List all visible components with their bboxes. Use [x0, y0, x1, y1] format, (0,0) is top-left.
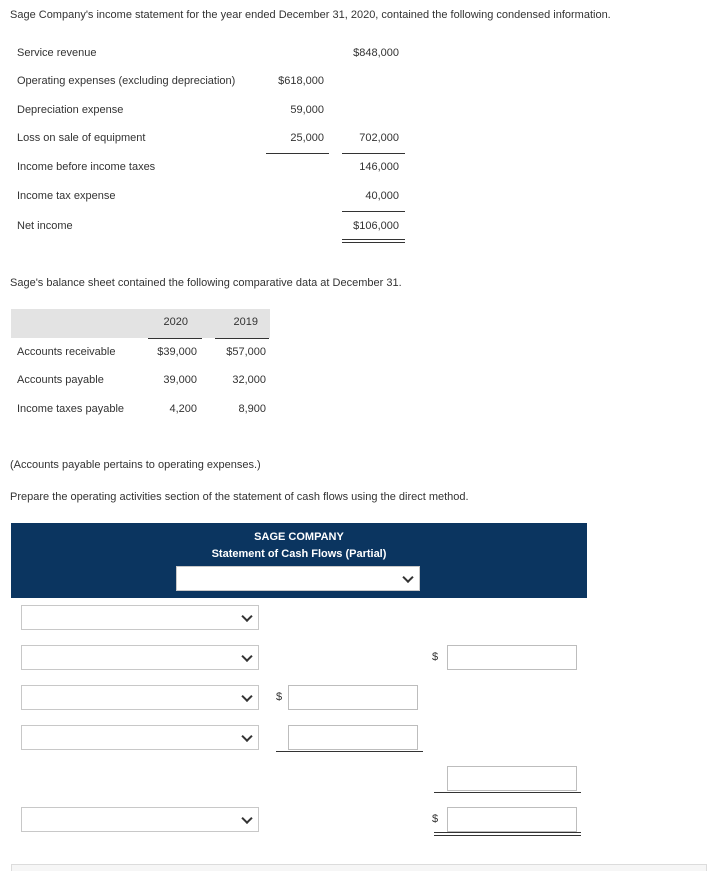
balance-header-2020: 2020	[163, 316, 188, 328]
row-select-4[interactable]	[21, 725, 259, 750]
chevron-down-icon	[241, 650, 252, 661]
balance-header-underline-2020	[148, 338, 202, 339]
is-label-loss-on-sale: Loss on sale of equipment	[17, 132, 146, 144]
bs-label-accounts-receivable: Accounts receivable	[17, 346, 116, 358]
chevron-down-icon	[241, 610, 252, 621]
is-underline-tax	[342, 211, 405, 212]
bs-ar-2020: $39,000	[157, 346, 197, 358]
is-value-operating-expenses: $618,000	[278, 75, 324, 87]
is-label-operating-expenses: Operating expenses (excluding depreciation)	[17, 75, 236, 87]
amount-input-col1-row3[interactable]	[288, 685, 418, 710]
is-value-net-income: $106,000	[353, 220, 399, 232]
is-label-service-revenue: Service revenue	[17, 47, 97, 59]
intro-text: Sage Company's income statement for the year ended December 31, 2020, contained the following condensed information.	[10, 9, 611, 21]
balance-header-underline-2019	[215, 338, 269, 339]
subtotal-underline-col1	[276, 751, 423, 752]
dollar-sign: $	[276, 691, 283, 703]
is-value-service-revenue: $848,000	[353, 47, 399, 59]
amount-input-col2-row2[interactable]	[447, 645, 577, 670]
cash-flow-title: Statement of Cash Flows (Partial)	[211, 548, 387, 560]
chevron-down-icon	[241, 812, 252, 823]
balance-header-2019: 2019	[233, 316, 258, 328]
is-double-underline-top	[342, 239, 405, 240]
is-value-income-before-taxes: 146,000	[359, 161, 399, 173]
is-label-net-income: Net income	[17, 220, 73, 232]
is-label-income-before-taxes: Income before income taxes	[17, 161, 156, 173]
note-text: (Accounts payable pertains to operating expenses.)	[10, 459, 261, 471]
bs-ar-2019: $57,000	[226, 346, 266, 358]
subtotal-underline-col2	[434, 792, 581, 793]
bs-ap-2019: 32,000	[232, 374, 266, 386]
chevron-down-icon	[241, 690, 252, 701]
dollar-sign: $	[432, 651, 439, 663]
is-value-total-expenses: 702,000	[359, 132, 399, 144]
chevron-down-icon	[241, 730, 252, 741]
total-double-underline-bottom	[434, 835, 581, 836]
row-select-3[interactable]	[21, 685, 259, 710]
row-select-1[interactable]	[21, 605, 259, 630]
bs-itp-2019: 8,900	[238, 403, 266, 415]
cash-flow-company: SAGE COMPANY	[254, 531, 344, 543]
instruction-text: Prepare the operating activities section of the statement of cash flows using the direct method.	[10, 491, 469, 503]
amount-input-col1-row4[interactable]	[288, 725, 418, 750]
row-select-5[interactable]	[21, 807, 259, 832]
is-value-income-tax: 40,000	[365, 190, 399, 202]
chevron-down-icon	[402, 571, 413, 582]
amount-input-col2-total[interactable]	[447, 807, 577, 832]
bs-label-accounts-payable: Accounts payable	[17, 374, 104, 386]
amount-input-col2-subtotal[interactable]	[447, 766, 577, 791]
bs-itp-2020: 4,200	[169, 403, 197, 415]
is-underline-col1	[266, 153, 329, 154]
period-select[interactable]	[176, 566, 420, 591]
is-underline-col2	[342, 153, 405, 154]
dollar-sign: $	[432, 813, 439, 825]
is-value-depreciation: 59,000	[290, 104, 324, 116]
row-select-2[interactable]	[21, 645, 259, 670]
next-panel-edge	[11, 864, 707, 871]
bs-ap-2020: 39,000	[163, 374, 197, 386]
is-value-loss-on-sale: 25,000	[290, 132, 324, 144]
is-label-income-tax: Income tax expense	[17, 190, 116, 202]
total-double-underline-top	[434, 832, 581, 833]
is-double-underline-bottom	[342, 242, 405, 243]
is-label-depreciation: Depreciation expense	[17, 104, 124, 116]
bs-label-income-taxes-payable: Income taxes payable	[17, 403, 125, 415]
balance-intro-text: Sage's balance sheet contained the following comparative data at December 31.	[10, 277, 402, 289]
